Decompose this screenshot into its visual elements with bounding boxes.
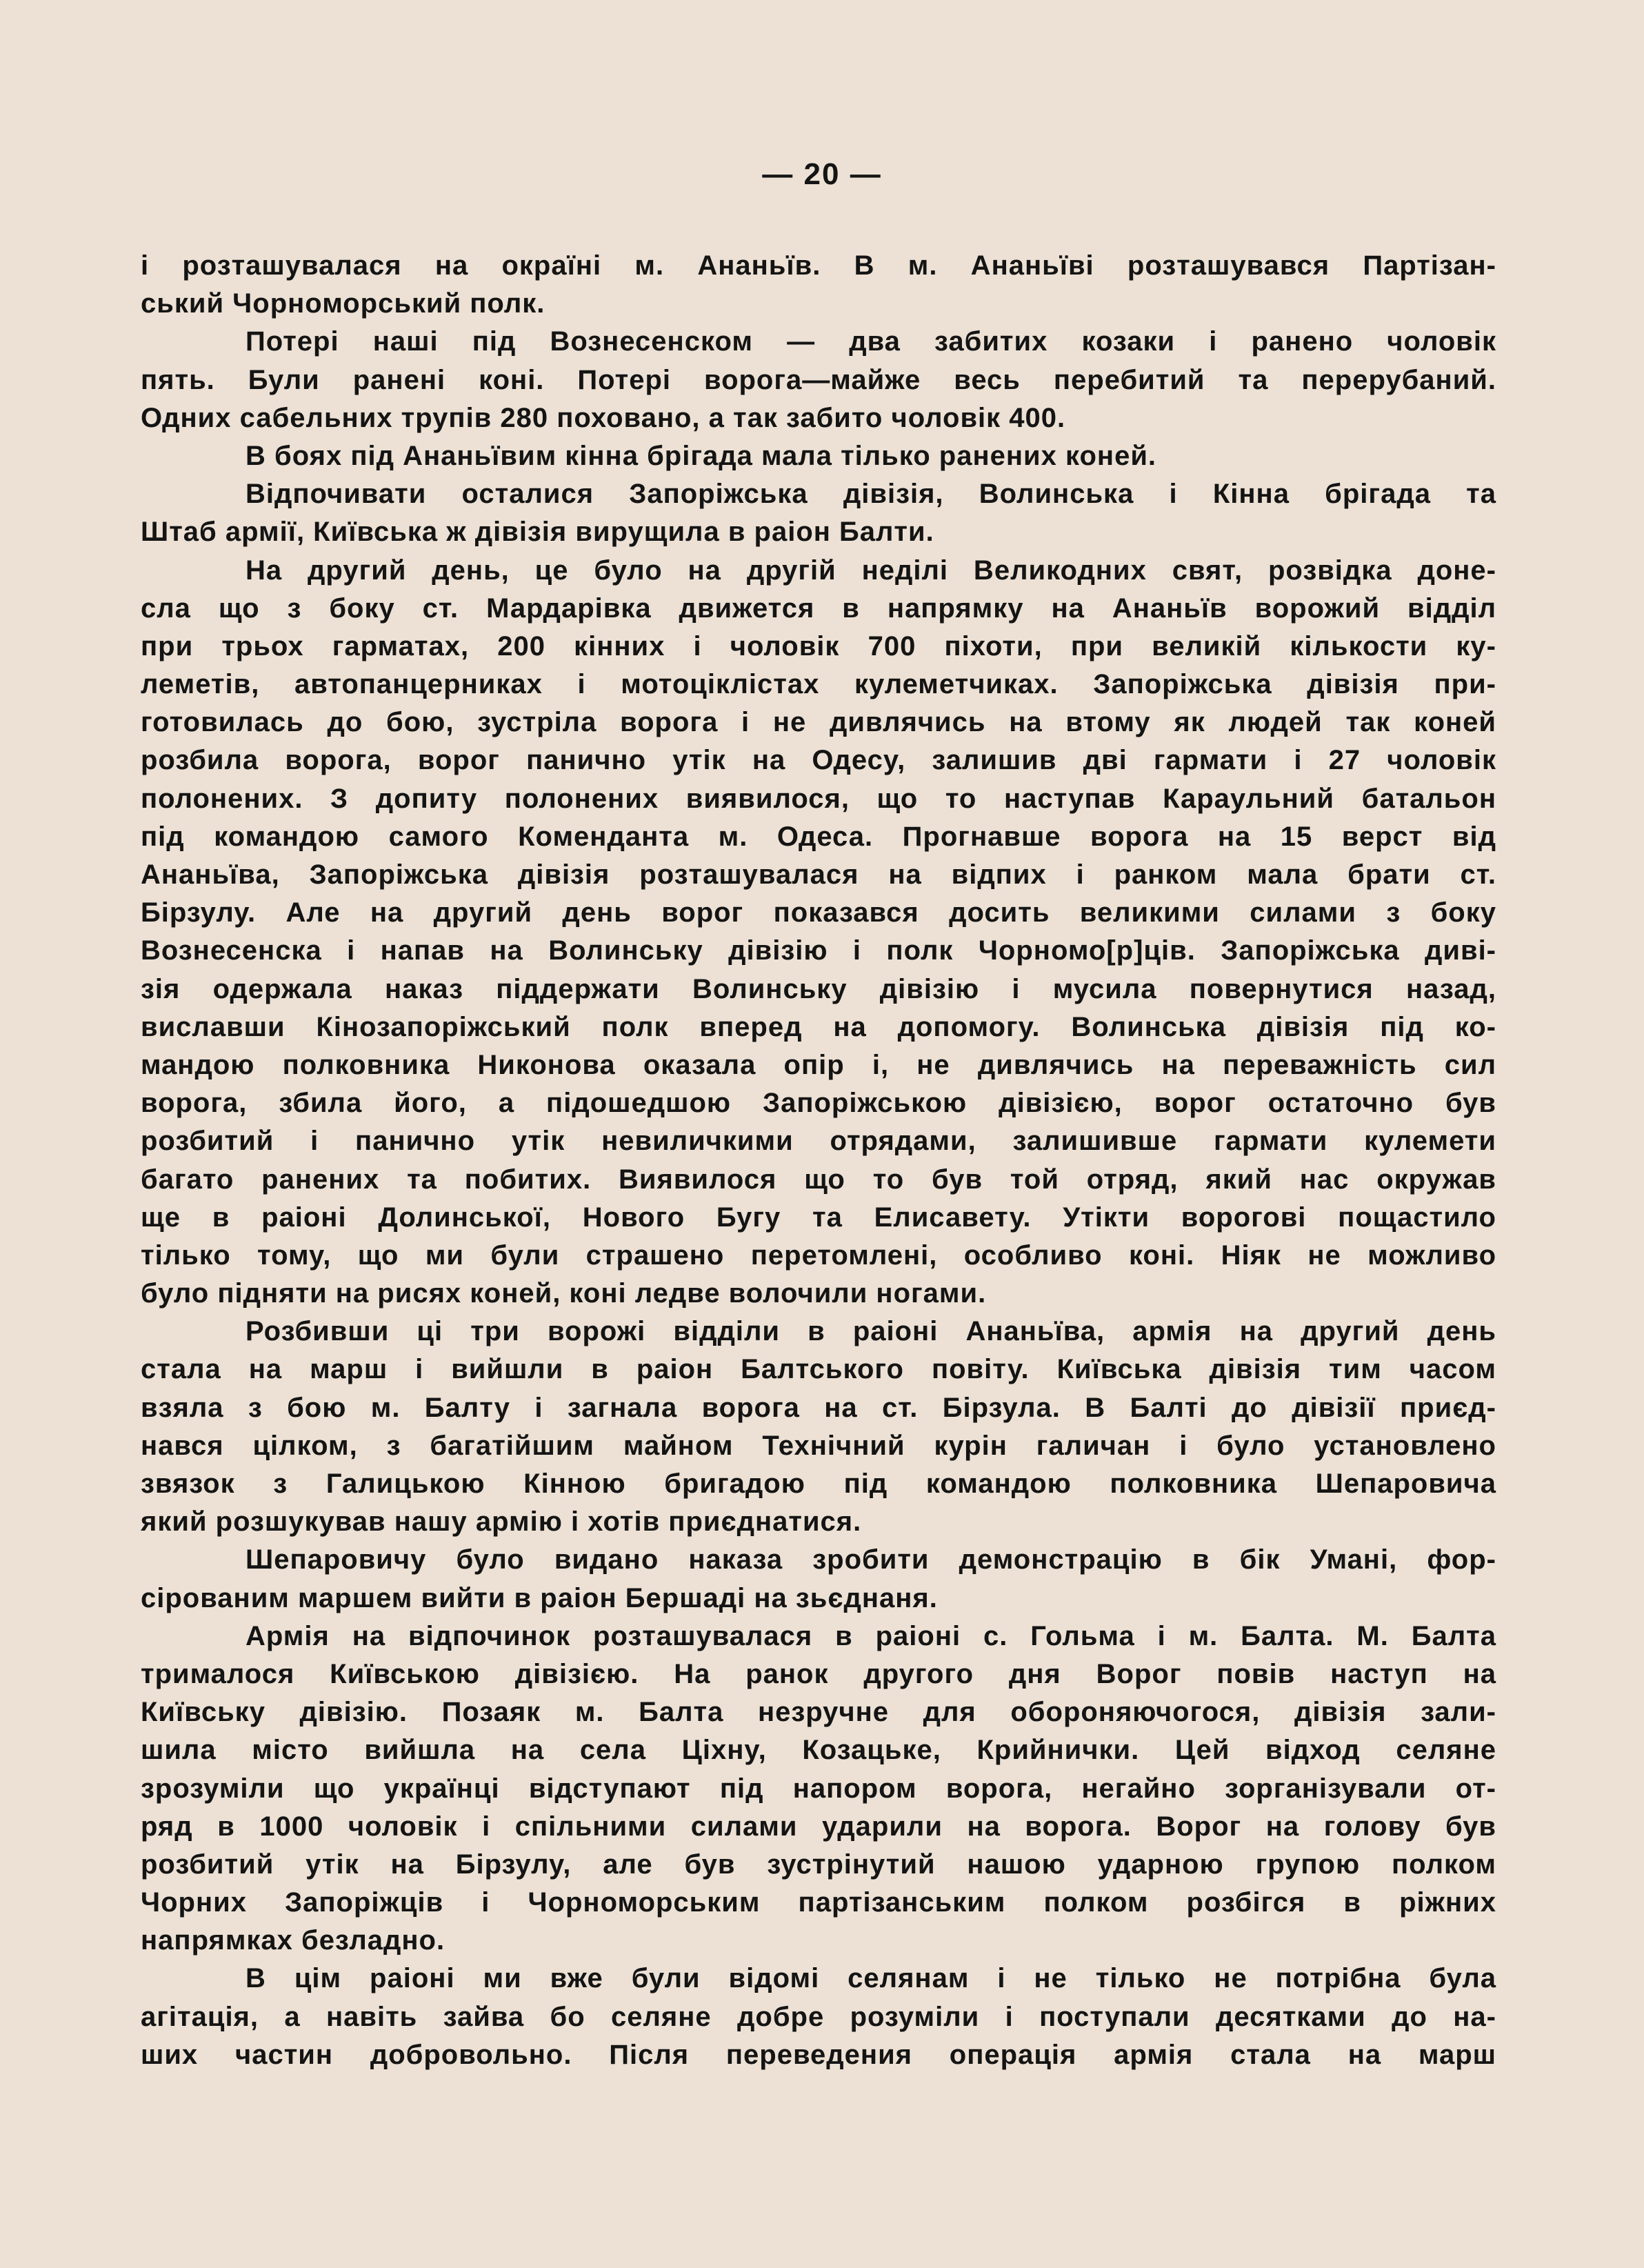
text-line: звязок з Галицькою Кінною бригадою під командою полковника Шепаровича [141, 1469, 1496, 1499]
text-line: було підняти на рисях коней, коні ледве волочили ногами. [141, 1278, 987, 1309]
text-line: Потері наші під Вознесенском — два забитих козаки і ранено чоловік [245, 326, 1496, 357]
text-line: Чорних Запоріжців і Чорноморським партізанським полком розбігся в ріжних [141, 1887, 1496, 1918]
text-line: Штаб армії, Київська ж дівізія вирущила в раіон Балти. [141, 517, 934, 548]
text-line: ворога, збила його, а підошедшою Запоріжською дівізією, ворог остаточно був [141, 1088, 1496, 1119]
text-line: Ананьїва, Запоріжська дівізія розташувалася на відпих і ранком мала брати ст. [141, 859, 1496, 890]
body-text [141, 247, 1496, 2074]
text-line: Армія на відпочинок розташувалася в раіоні с. Гольма і м. Балта. М. Балта [245, 1620, 1496, 1651]
text-line: агітація, а навіть зайва бо селяне добре розуміли і поступали десятками до на- [141, 2001, 1496, 2032]
text-line: ших частин добровольно. Після переведения операція армія стала на марш [141, 2039, 1496, 2070]
text-line: пять. Були ранені коні. Потері ворога—майже весь перебитий та перерубаний. [141, 364, 1496, 395]
text-line: В боях під Ананьївим кінна брігада мала тілько ранених коней. [245, 440, 1157, 471]
text-line: ряд в 1000 чоловік і спільними силами ударили на ворога. Ворог на голову був [141, 1811, 1496, 1842]
text-line: напрямках безладно. [141, 1925, 445, 1956]
text-line: зія одержала наказ піддержати Волинську дівізію і мусила повернутися назад, [141, 973, 1496, 1004]
text-line: тілько тому, що ми були страшено перетомлені, особливо коні. Ніяк не можливо [141, 1240, 1496, 1271]
text-line: Бірзулу. Але на другий день ворог показався досить великими силами з боку [141, 897, 1496, 928]
text-line: Київську дівізію. Позаяк м. Балта незручне для обороняючогося, дівізія зали- [141, 1697, 1496, 1728]
text-line: На другий день, це було на другій неділі Великодних свят, розвідка доне- [245, 555, 1496, 586]
text-line: Вознесенска і напав на Волинську дівізію і полк Чорномо[р]ців. Запоріжська диві- [141, 935, 1496, 966]
text-line: сірованим маршем вийти в раіон Бершаді на зьєднаня. [141, 1582, 938, 1613]
text-line: Відпочивати осталися Запоріжська дівізія, Волинська і Кінна брігада та [245, 479, 1496, 510]
text-line: леметів, автопанцерниках і мотоціклістах кулеметчиках. Запоріжська дівізія при- [141, 669, 1496, 700]
page-number: — 20 — [762, 157, 882, 191]
text-line: трималося Київською дівізією. На ранок другого дня Ворог повів наступ на [141, 1658, 1496, 1689]
text-line: ще в раіоні Долинської, Нового Бугу та Елисавету. Утікти ворогові пощастило [141, 1202, 1496, 1233]
text-line: при трьох гарматах, 200 кінних і чоловік 700 піхоти, при великій кількости ку- [141, 630, 1496, 662]
text-line: сла що з боку ст. Мардарівка движется в напрямку на Ананьїв ворожий відділ [141, 593, 1496, 624]
text-line: мандою полковника Никонова оказала опір і, не дивлячись на переважність сил [141, 1049, 1496, 1080]
text-line: стала на марш і вийшли в раіон Балтського повіту. Київська дівізія тим часом [141, 1354, 1496, 1385]
text-line: Одних сабельних трупів 280 поховано, а так забито чоловік 400. [141, 402, 1066, 433]
text-line: розбила ворога, ворог панично утік на Одесу, залишив дві гармати і 27 чоловік [141, 745, 1496, 776]
text-line: взяла з бою м. Балту і загнала ворога на ст. Бірзула. В Балті до дівізії приєд- [141, 1392, 1496, 1423]
text-line: багато ранених та побитих. Виявилося що то був той отряд, який нас окружав [141, 1164, 1496, 1195]
text-line: зрозуміли що українці відступают під напором ворога, негайно зорганізували от- [141, 1773, 1496, 1804]
text-line: полонених. З допиту полонених виявилося, що то наступав Караульний батальон [141, 783, 1496, 814]
text-line: який розшукував нашу армію і хотів приєднатися. [141, 1506, 862, 1538]
text-line: розбитий утік на Бірзулу, але був зустрінутий нашою ударною групою полком [141, 1849, 1496, 1880]
text-line: і розташувалася на окраїні м. Ананьїв. В м. Ананьїві розташувався Партізан- [141, 250, 1496, 281]
text-line: ський Чорноморський полк. [141, 288, 545, 319]
text-line: виславши Кінозапоріжський полк вперед на допомогу. Волинська дівізія під ко- [141, 1011, 1496, 1042]
text-line: розбитий і панично утік невиличкими отрядами, залишивше гармати кулемети [141, 1126, 1496, 1157]
text-line: В цім раіоні ми вже були відомі селянам і не тілько не потрібна була [245, 1963, 1496, 1994]
text-line: шила місто вийшла на села Ціхну, Козацьке, Крийнички. Цей відход селяне [141, 1735, 1496, 1766]
text-line: нався цілком, з багатійшим майном Технічний курін галичан і було установлено [141, 1430, 1496, 1461]
text-line: готовилась до бою, зустріла ворога і не дивлячись на втому як людей так коней [141, 707, 1496, 738]
text-line: Шепаровичу було видано наказа зробити демонстрацію в бік Умані, фор- [245, 1544, 1496, 1575]
text-line: під командою самого Коменданта м. Одеса. Прогнавше ворога на 15 верст від [141, 821, 1496, 852]
text-line: Розбивши ці три ворожі відділи в раіоні Ананьїва, армія на другий день [245, 1316, 1496, 1347]
